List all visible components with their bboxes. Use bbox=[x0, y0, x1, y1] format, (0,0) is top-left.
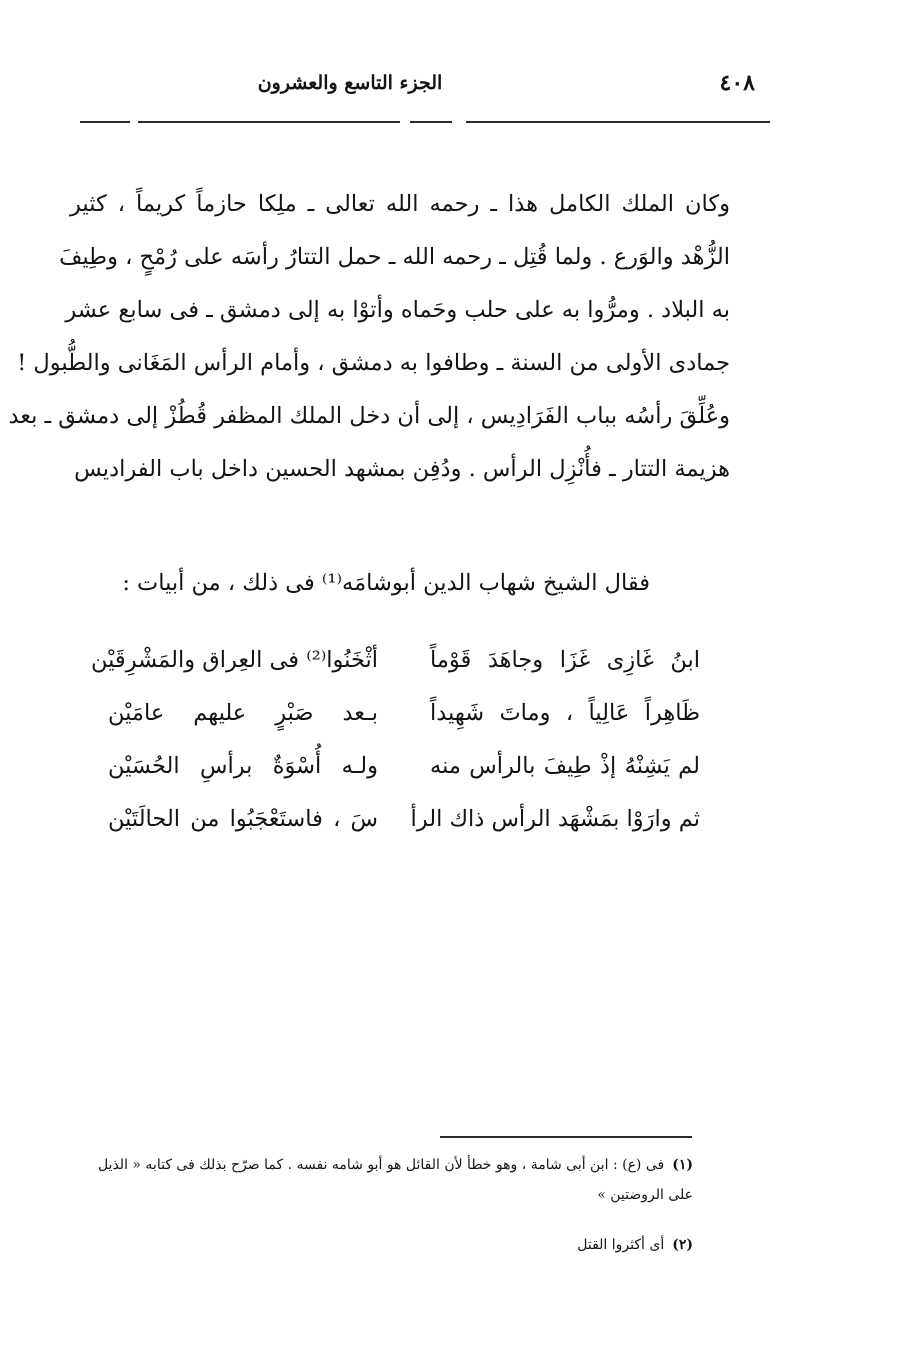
header-rule-break bbox=[452, 119, 466, 125]
header-rule bbox=[80, 121, 770, 123]
poem-verse bbox=[108, 739, 700, 792]
prose-line: وعُلِّقَ رأسُه بباب الفَرَادِيس ، إلى أن دخل الملك المظفر قُطُزْ إلى دمشق ـ بعد bbox=[8, 403, 730, 429]
poem-verse bbox=[108, 792, 700, 845]
running-head: الجزء التاسع والعشرون bbox=[257, 72, 443, 94]
footnote bbox=[48, 1150, 693, 1180]
prose-paragraph bbox=[8, 178, 730, 496]
footnote-text: فى (ع) : ابن أبى شامة ، وهو خطأ لأن القائل هو أبو شامه نفسه . كما صرّح بذلك فى كتابه « الذيل bbox=[97, 1157, 665, 1173]
verse-first-hemistich: ظَاهِراً عَالِياً ، وماتَ شَهِيداً bbox=[430, 699, 700, 726]
prose-line: هزيمة التتار ـ فأُنْزِل الرأس . ودُفِن بمشهد الحسين داخل باب الفراديس bbox=[74, 456, 730, 482]
verse-second-hemistich: ولـه أُسْوَةٌ برأسِ الحُسَيْن bbox=[108, 752, 378, 779]
poem bbox=[91, 633, 700, 845]
footnotes bbox=[48, 1150, 693, 1260]
verse-second-hemistich: أثْخَنُوا⁽²⁾ فى العِراق والمَشْرِقَيْن bbox=[91, 646, 378, 673]
verse-second-hemistich: سَ ، فاستَعْجَبُوا من الحالَتَيْن bbox=[108, 805, 378, 832]
footnote bbox=[48, 1230, 693, 1260]
footnote-continuation bbox=[48, 1180, 693, 1210]
prose-line: جمادى الأولى من السنة ـ وطافوا به دمشق ، وأمام الرأس المَغَانى والطُّبول ! bbox=[17, 350, 730, 376]
footnote-text: أى أكثروا القتل bbox=[577, 1237, 665, 1253]
poem-intro: فقال الشيخ شهاب الدين أبوشامَه⁽¹⁾ فى ذلك ، من أبيات : bbox=[122, 570, 650, 596]
prose-line: به البلاد . ومرُّوا به على حلب وحَماه وأتوْا به إلى دمشق ـ فى سابع عشر bbox=[65, 297, 730, 323]
footnote-rule bbox=[440, 1136, 692, 1138]
header-rule-break bbox=[400, 119, 410, 125]
footnote-mark: (٢) bbox=[672, 1237, 693, 1253]
verse-first-hemistich: ابنُ غَازِى غَزَا وجاهَدَ قَوْماً bbox=[430, 646, 700, 673]
verse-first-hemistich: لم يَشِنْهُ إذْ طِيفَ بالرأس منه bbox=[430, 752, 700, 779]
page-number: ٤٠٨ bbox=[719, 70, 755, 96]
poem-verse bbox=[108, 686, 700, 739]
footnote-mark: (١) bbox=[672, 1157, 693, 1173]
header-rule-break bbox=[130, 119, 138, 125]
footnote-text: على الروضتين » bbox=[597, 1187, 693, 1203]
prose-line: الزُّهْد والوَرع . ولما قُتِل ـ رحمه الله ـ حمل التتارُ رأسَه على رُمْحٍ ، وطِيفَ bbox=[59, 244, 730, 270]
prose-line: وكان الملك الكامل هذا ـ رحمه الله تعالى ـ ملِكا حازماً كريماً ، كثير bbox=[70, 191, 730, 217]
verse-second-hemistich: بـعد صَبْرٍ عليهم عامَيْن bbox=[108, 699, 378, 726]
poem-verse bbox=[91, 633, 700, 686]
verse-first-hemistich: ثم وارَوْا بمَشْهَد الرأس ذاك الرأ bbox=[410, 805, 700, 832]
